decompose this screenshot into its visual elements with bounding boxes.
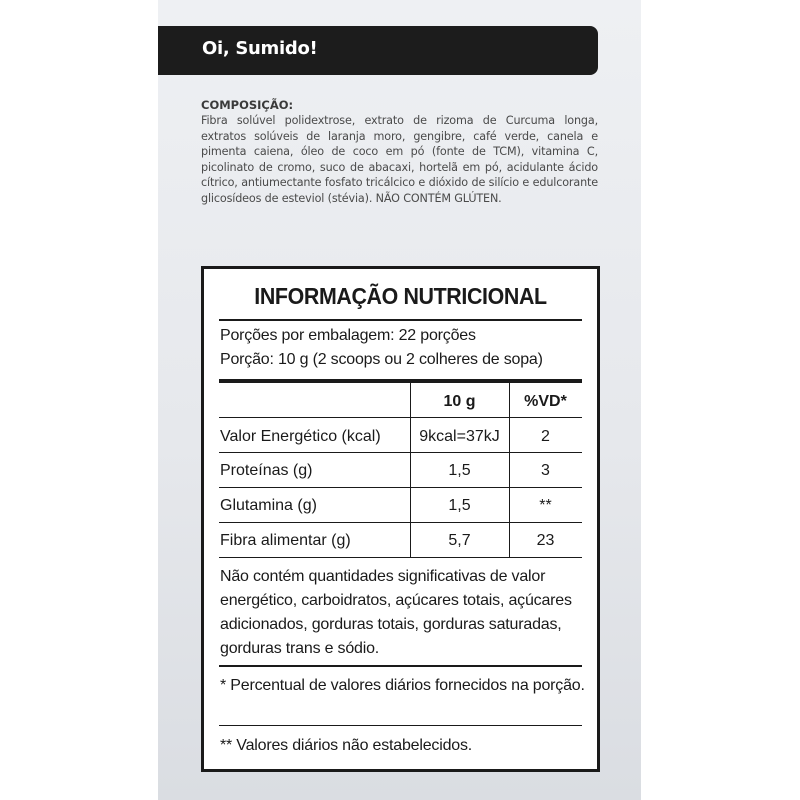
banner-title: Oi, Sumido! (202, 38, 318, 59)
nutrient-dv: 23 (536, 532, 555, 549)
composition-text: Fibra solúvel polidextrose, extrato de rizoma de Curcuma longa, extratos solúveis de laranja moro, gengibre, café verde, canela e pimenta caiena, óleo de coco em pó (fonte de TCM), vitamina C, picolinato de cromo, suco de abacaxi, hortelã em pó, acidulante ácido cítrico, antiumectante fosfato tricálcico e dióxido de silício e edulcorante glicosídeos de esteviol (stévia). NÃO CONTÉM GLÚTEN. (201, 114, 598, 205)
footnote-divider (219, 725, 582, 726)
footnote-not-established: ** Valores diários não estabelecidos. (220, 737, 473, 754)
row-divider (219, 452, 582, 453)
servings-per-package: Porções por embalagem: 22 porções (220, 327, 476, 344)
nutrient-amount: 5,7 (448, 532, 471, 549)
nutrient-dv: ** (539, 497, 552, 514)
row-divider (219, 417, 582, 418)
nutrient-name: Glutamina (g) (220, 497, 317, 514)
nutrition-title: INFORMAÇÃO NUTRICIONAL (254, 283, 547, 309)
nutrient-name: Fibra alimentar (g) (220, 532, 351, 549)
composition-heading: COMPOSIÇÃO: (201, 98, 294, 112)
header-banner (158, 26, 598, 75)
note-divider (219, 665, 582, 667)
nutrition-facts-table (201, 266, 600, 772)
thick-divider (219, 379, 582, 383)
title-divider (219, 319, 582, 321)
row-divider (219, 487, 582, 488)
row-divider (219, 522, 582, 523)
column-header-amount: 10 g (443, 393, 476, 410)
nutrient-amount: 1,5 (448, 462, 471, 479)
not-significant-note: Não contém quantidades significativas de valor energético, carboidratos, açúcares totais, açúcares adicionados, gorduras totais, gorduras saturadas, gorduras trans e sódio. (220, 568, 572, 657)
serving-size: Porção: 10 g (2 scoops ou 2 colheres de sopa) (220, 351, 543, 368)
footnote-daily-values: * Percentual de valores diários fornecidos na porção. (220, 677, 585, 694)
nutrient-amount: 1,5 (448, 497, 471, 514)
nutrient-dv: 2 (541, 428, 550, 445)
nutrient-name: Proteínas (g) (220, 462, 313, 479)
nutrient-name: Valor Energético (kcal) (220, 428, 381, 445)
row-divider (219, 557, 582, 558)
nutrient-amount: 9kcal=37kJ (419, 428, 500, 445)
nutrient-dv: 3 (541, 462, 550, 479)
column-header-dv: %VD* (524, 393, 567, 410)
